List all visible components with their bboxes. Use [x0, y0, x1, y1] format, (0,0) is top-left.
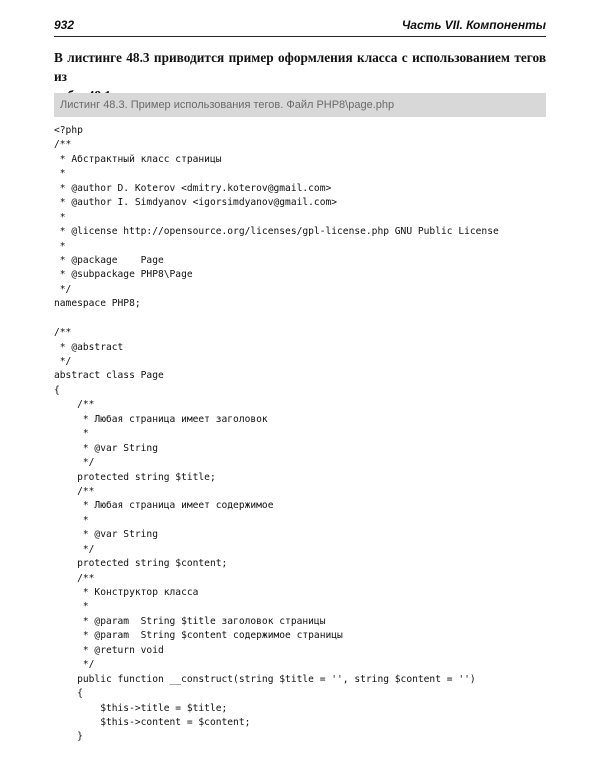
code-line: * @return void: [54, 644, 164, 656]
code-line: *: [54, 211, 66, 223]
code-line: {: [54, 384, 60, 396]
code-line: protected string $content;: [54, 558, 228, 570]
code-line: * @abstract: [54, 341, 124, 353]
code-line: *: [54, 168, 66, 180]
code-line: * @subpackage PHP8\Page: [54, 269, 193, 281]
code-line: * @param String $content содержимое страницы: [54, 630, 343, 642]
code-line: * Любая страница имеет заголовок: [54, 413, 268, 425]
page-header: [54, 14, 546, 37]
code-line: /**: [54, 327, 72, 339]
code-line: */: [54, 283, 72, 295]
code-line: * @package Page: [54, 254, 164, 266]
code-line: public function __construct(string $title = '', string $content = ''): [54, 673, 476, 685]
code-line: * Абстрактный класс страницы: [54, 153, 222, 165]
code-line: abstract class Page: [54, 370, 164, 382]
code-line: */: [54, 543, 95, 555]
code-line: * @var String: [54, 442, 158, 454]
code-line: /**: [54, 485, 95, 497]
code-line: protected string $title;: [54, 471, 216, 483]
code-listing: [54, 124, 554, 745]
code-line: namespace PHP8;: [54, 298, 141, 310]
code-line: */: [54, 356, 72, 367]
code-line: * @author D. Koterov <dmitry.koterov@gmail.com>: [54, 182, 332, 194]
code-line: $this->content = $content;: [54, 716, 251, 728]
code-line: /**: [54, 399, 95, 411]
intro-line-1: В листинге 48.3 приводится пример оформления класса с использованием тегов из: [54, 50, 546, 84]
code-line: }: [54, 731, 83, 743]
part-title: Часть VII. Компоненты: [401, 18, 546, 32]
code-line: */: [54, 457, 95, 469]
code-line: {: [54, 688, 83, 700]
code-line: * @license http://opensource.org/licenses/gpl-license.php GNU Public License: [54, 226, 499, 238]
code-line: * Конструктор класса: [54, 587, 199, 598]
code-line: * @author I. Simdyanov <igorsimdyanov@gmail.com>: [54, 197, 338, 209]
code-line: * @param String $title заголовок страницы: [54, 615, 326, 627]
code-line: *: [54, 514, 89, 526]
code-line: *: [54, 428, 89, 440]
page-number: 932: [54, 18, 75, 32]
code-line: * @var String: [54, 529, 158, 541]
code-line: [54, 312, 554, 326]
code-line: *: [54, 601, 89, 613]
code-line: *: [54, 240, 66, 252]
code-line: /**: [54, 139, 72, 151]
code-line: <?php: [54, 125, 83, 136]
code-line: /**: [54, 572, 95, 584]
code-line: $this->title = $title;: [54, 702, 228, 714]
code-line: * Любая страница имеет содержимое: [54, 500, 274, 512]
code-line: */: [54, 659, 95, 671]
listing-caption: Листинг 48.3. Пример использования тегов. Файл PHP8\page.php: [54, 93, 546, 117]
